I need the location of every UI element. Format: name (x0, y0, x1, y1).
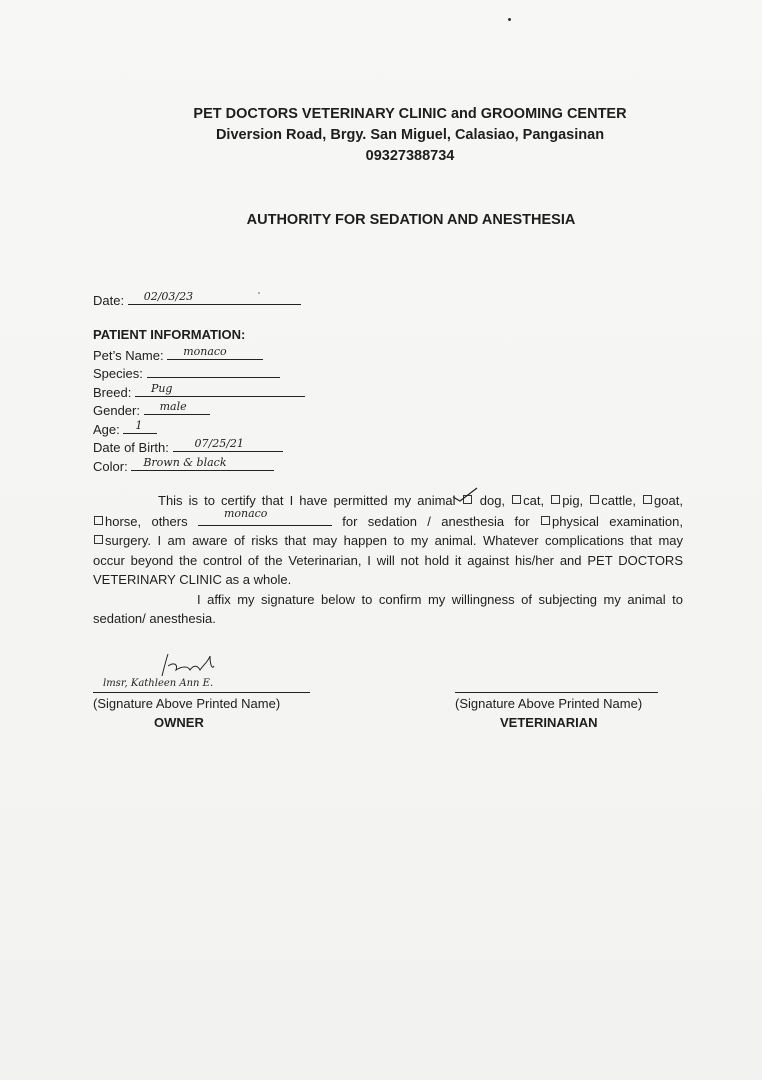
breed-row (93, 382, 305, 400)
pig-option[interactable] (550, 493, 583, 508)
dob-row (93, 437, 283, 455)
consent-line-2 (93, 507, 683, 532)
consent-line-3 (93, 531, 683, 551)
color-label: Color: (93, 459, 128, 474)
color-value: Brown & black (143, 456, 227, 469)
checkmark-icon (452, 487, 478, 503)
goat-checkbox[interactable] (643, 495, 652, 504)
others-field[interactable] (198, 507, 332, 526)
consent-text: for sedation / anesthesia for (342, 513, 530, 529)
cattle-option[interactable] (589, 493, 636, 508)
consent-line-5: VETERINARY CLINIC as a whole. (93, 572, 292, 587)
affix-line-2: sedation/ anesthesia. (93, 611, 216, 626)
pet-name-label: Pet’s Name: (93, 348, 164, 363)
vet-signature-line[interactable] (455, 692, 658, 693)
physical-exam-checkbox[interactable] (541, 516, 550, 525)
cattle-label: cattle, (601, 493, 636, 508)
pet-name-field[interactable] (167, 345, 263, 360)
color-field[interactable] (131, 456, 274, 471)
gender-row (93, 400, 210, 418)
pig-checkbox[interactable] (551, 495, 560, 504)
cat-label: cat, (523, 493, 545, 508)
vet-role: VETERINARIAN (500, 715, 598, 730)
owner-signature-scribble (158, 652, 228, 680)
dog-label: dog, (479, 493, 506, 508)
pig-label: pig, (562, 493, 584, 508)
species-label: Species: (93, 366, 143, 381)
cat-checkbox[interactable] (512, 495, 521, 504)
horse-label: horse, others (105, 513, 188, 529)
clinic-address: Diversion Road, Brgy. San Miguel, Calasiao, Pangasinan (215, 127, 605, 143)
color-row (93, 456, 274, 474)
date-field[interactable] (128, 290, 301, 305)
date-row (93, 290, 301, 308)
surgery-option[interactable] (93, 533, 683, 548)
vet-signature-label: (Signature Above Printed Name) (455, 696, 643, 711)
goat-option[interactable] (642, 493, 683, 508)
breed-field[interactable] (135, 382, 305, 397)
clinic-name: PET DOCTORS VETERINARY CLINIC and GROOMING CENTER (193, 106, 627, 122)
dob-label: Date of Birth: (93, 440, 169, 455)
dob-value: 07/25/21 (194, 437, 244, 450)
dog-option[interactable] (462, 493, 512, 508)
consent-paragraph (93, 491, 683, 629)
affix-line-1: I affix my signature below to confirm my willingness of subjecting my animal to (197, 591, 683, 607)
gender-label: Gender: (93, 403, 140, 418)
surgery-checkbox[interactable] (94, 535, 103, 544)
cat-option[interactable] (511, 493, 544, 508)
dob-field[interactable] (173, 437, 283, 452)
physical-exam-label: physical examination, (551, 513, 683, 529)
species-field[interactable] (147, 363, 280, 378)
date-label: Date: (93, 293, 125, 308)
clinic-phone: 09327388734 (365, 148, 455, 164)
consent-line-1 (93, 491, 683, 511)
physical-exam-option[interactable] (540, 514, 683, 529)
patient-info-heading: PATIENT INFORMATION: (93, 327, 246, 342)
others-value: monaco (223, 507, 268, 520)
form-title: AUTHORITY FOR SEDATION AND ANESTHESIA (246, 212, 576, 228)
clinic-header (0, 104, 762, 167)
owner-role: OWNER (154, 715, 204, 730)
surgery-label: surgery. I am aware of risks that may happen to my animal. Whatever complications that may (105, 533, 683, 548)
age-field[interactable] (123, 419, 157, 434)
pet-name-row (93, 345, 263, 363)
age-row (93, 419, 157, 437)
consent-text: This is to certify that I have permitted my animal (158, 493, 456, 508)
owner-printed-name: lmsr, Kathleen Ann E. (103, 678, 214, 689)
age-label: Age: (93, 422, 120, 437)
cattle-checkbox[interactable] (590, 495, 599, 504)
gender-field[interactable] (144, 400, 210, 415)
pet-name-value: monaco (183, 345, 227, 358)
consent-line-4: occur beyond the control of the Veterinarian, I will not hold it against his/her and PET DOCTORS (93, 552, 683, 568)
age-value: 1 (135, 419, 143, 432)
breed-value: Pug (150, 382, 173, 395)
horse-checkbox[interactable] (94, 516, 103, 525)
horse-option[interactable] (93, 514, 188, 529)
owner-signature-label: (Signature Above Printed Name) (93, 696, 281, 711)
date-value: 02/03/23 (143, 290, 194, 303)
species-row (93, 363, 280, 381)
gender-value: male (159, 400, 187, 413)
owner-signature-line[interactable] (93, 692, 310, 693)
breed-label: Breed: (93, 385, 132, 400)
scan-speck (508, 18, 511, 21)
goat-label: goat, (654, 493, 683, 508)
